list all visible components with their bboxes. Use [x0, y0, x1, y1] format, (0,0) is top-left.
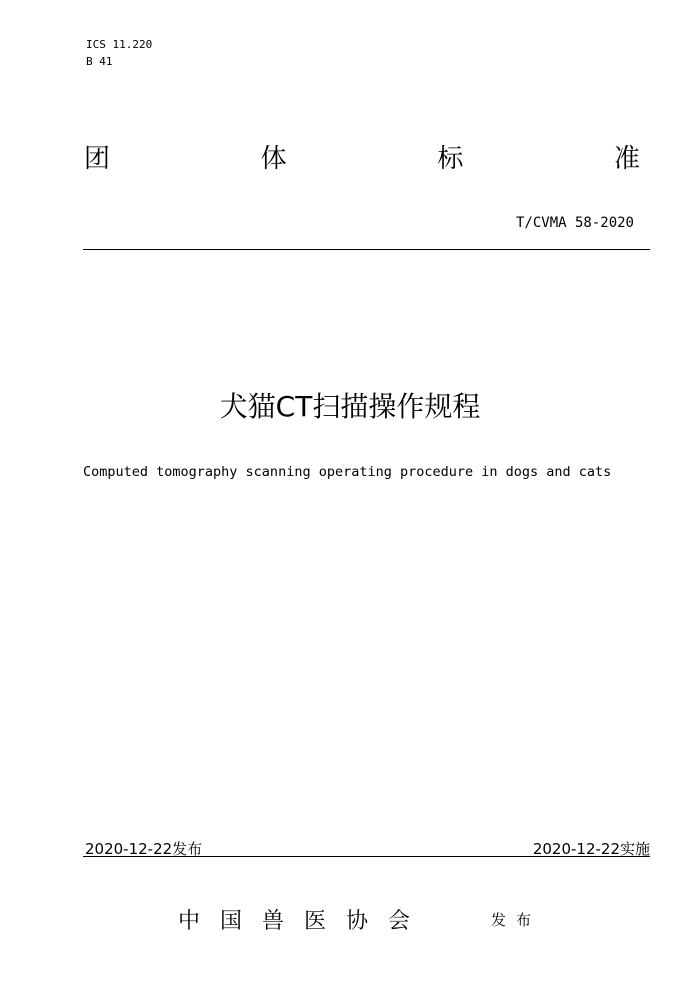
header-divider [83, 249, 650, 250]
implementation-date: 2020-12-22实施 [532, 840, 650, 858]
release-date: 2020-12-22发布 [85, 840, 203, 858]
ics-code: ICS 11.220 [86, 38, 153, 51]
standard-type-heading [84, 136, 640, 176]
classification-block [86, 36, 152, 70]
publisher-name: 中国兽医协会 [178, 909, 431, 934]
document-title-chinese: 犬猫CT扫描操作规程 [219, 390, 481, 423]
standard-type-char-3: 标 [437, 143, 464, 174]
category-code: B 41 [86, 55, 113, 68]
footer-divider [83, 856, 650, 857]
standard-type-char-2: 体 [260, 143, 287, 174]
standard-type-char-1: 团 [84, 143, 111, 174]
standard-number: T/CVMA 58-2020 [515, 215, 634, 231]
document-title-english: Computed tomography scanning operating procedure in dogs and cats [83, 464, 612, 480]
publish-label: 发布 [491, 911, 542, 929]
standard-type-char-4: 准 [613, 143, 640, 174]
